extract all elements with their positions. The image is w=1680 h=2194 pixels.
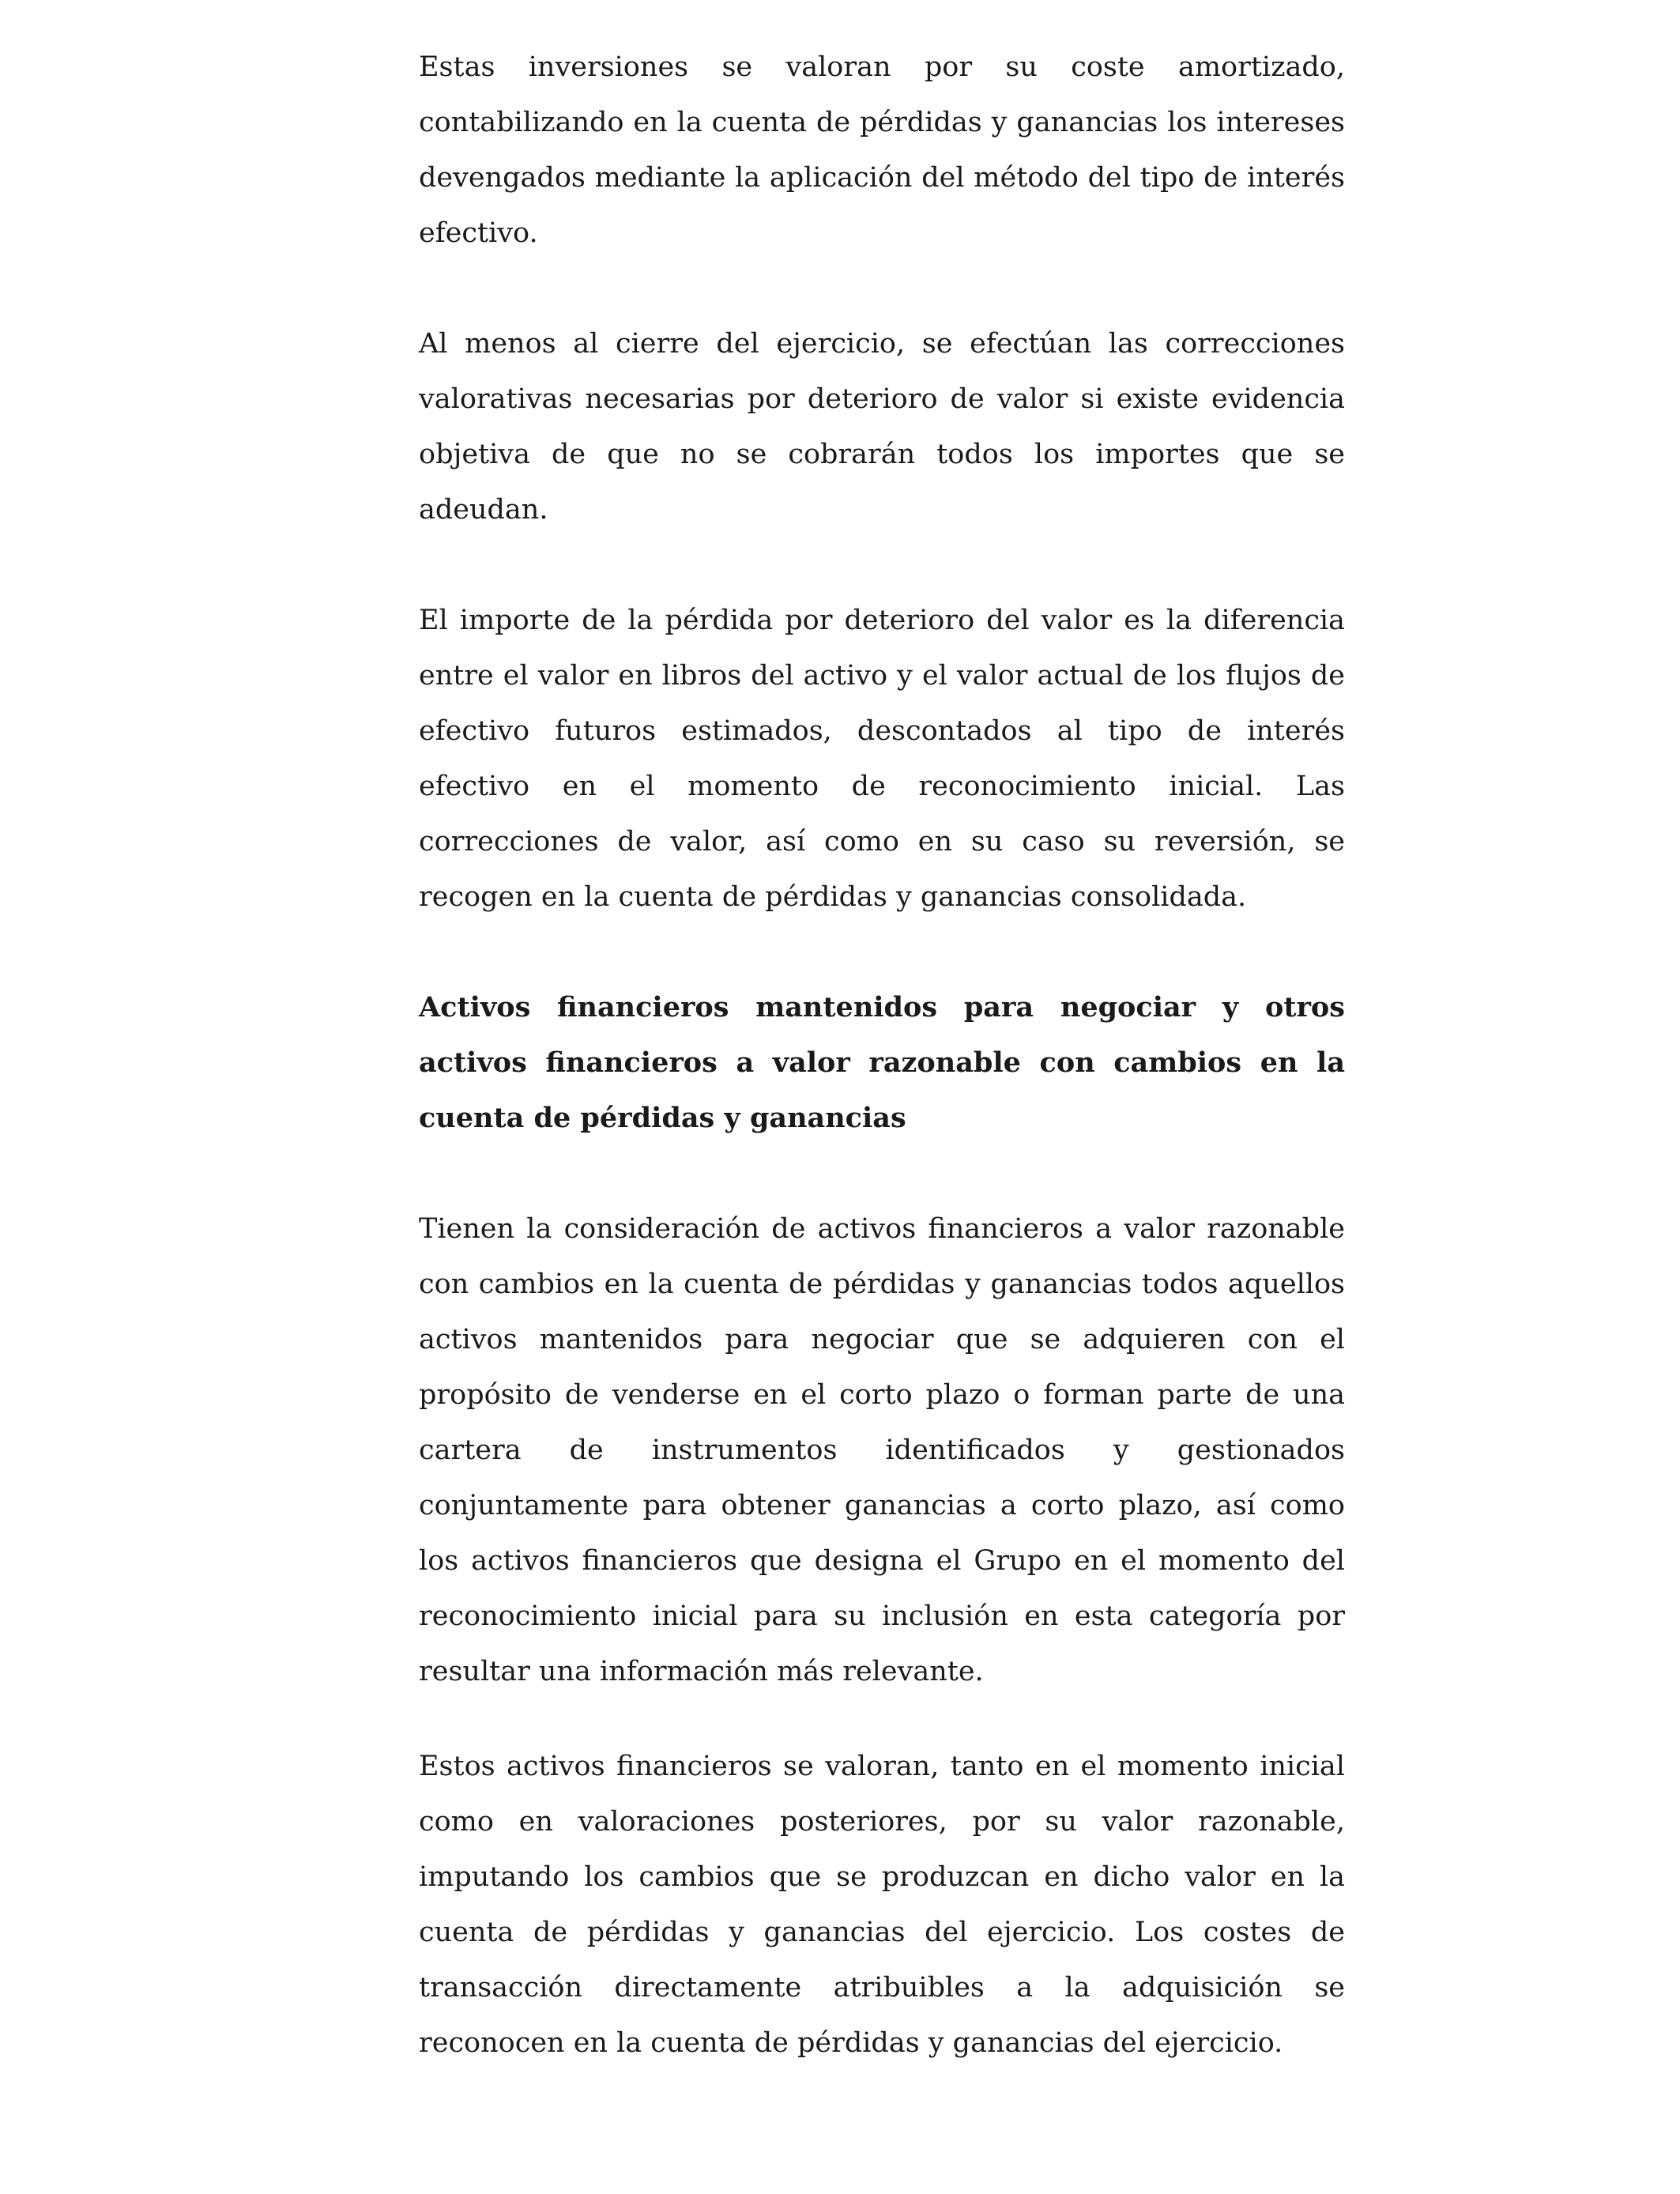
paragraph-impairment-loss: El importe de la pérdida por deterioro del valor es la diferencia entre el valor en libros del activo y el valor actual de los flujos de efectivo futuros estimados, descontados al tipo de interés efectivo en el momento de reconocimiento inicial. Las correcciones de valor, así como en su caso su reversión, se recogen en la cuenta de pérdidas y ganancias consolidada. — [419, 605, 1345, 913]
paragraph-impairment-corrections: Al menos al cierre del ejercicio, se efectúan las correcciones valorativas necesarias por deterioro de valor si existe evidencia objetiva de que no se cobrarán todos los importes que se adeudan. — [419, 328, 1345, 526]
section-heading: Activos financieros mantenidos para negociar y otros activos financieros a valor razonable con cambios en la cuenta de pérdidas y ganancias — [419, 991, 1345, 1134]
paragraph-amortized-cost: Estas inversiones se valoran por su coste amortizado, contabilizando en la cuenta de pérdidas y ganancias los intereses devengados mediante la aplicación del método del tipo de interés efectivo. — [419, 51, 1345, 249]
paragraph-fair-value-measurement: Estos activos financieros se valoran, tanto en el momento inicial como en valoraciones posteriores, por su valor razonable, imputando los cambios que se produzcan en dicho valor en la cuenta de pérdidas y ganancias del ejercicio. Los costes de transacción directamente atribuibles a la adquisición se reconocen en la cuenta de pérdidas y ganancias del ejercicio. — [419, 1751, 1345, 2059]
document-body — [419, 40, 1345, 2071]
paragraph-fair-value-definition: Tienen la consideración de activos financieros a valor razonable con cambios en la cuenta de pérdidas y ganancias todos aquellos activos mantenidos para negociar que se adquieren con el propósito de venderse en el corto plazo o forman parte de una cartera de instrumentos identificados y gestionados conjuntamente para obtener ganancias a corto plazo, así como los activos financieros que designa el Grupo en el momento del reconocimiento inicial para su inclusión en esta categoría por resultar una información más relevante. — [419, 1213, 1345, 1687]
